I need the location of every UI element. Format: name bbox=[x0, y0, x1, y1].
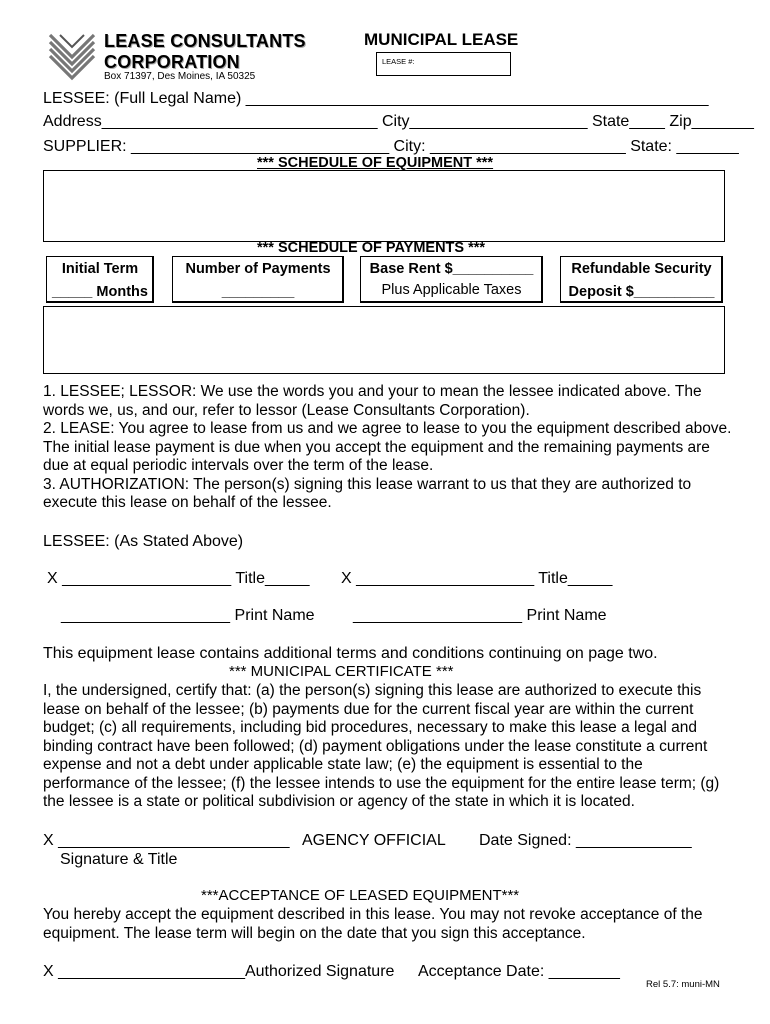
document-title: MUNICIPAL LEASE bbox=[364, 30, 519, 49]
base-rent-label: Base Rent $__________ bbox=[369, 261, 534, 277]
lease-number-label: LEASE #: bbox=[382, 57, 415, 66]
print-name-2[interactable]: ___________________ Print Name bbox=[353, 607, 607, 624]
initial-term-label: Initial Term bbox=[61, 261, 139, 277]
lease-terms bbox=[43, 383, 733, 513]
address-line[interactable]: Address_______________________________ City____________________ State____ Zip_______ bbox=[43, 113, 754, 130]
schedule-equipment-title: *** SCHEDULE OF EQUIPMENT *** bbox=[257, 155, 494, 171]
municipal-certificate-title: *** MUNICIPAL CERTIFICATE *** bbox=[229, 663, 454, 680]
base-rent-cell[interactable] bbox=[360, 256, 543, 303]
lessee-as-stated: LESSEE: (As Stated Above) bbox=[43, 533, 244, 550]
print-name-1[interactable]: ___________________ Print Name bbox=[61, 607, 315, 624]
agency-signature-line[interactable]: X __________________________ bbox=[43, 832, 290, 849]
acceptance-date-field[interactable]: Acceptance Date: ________ bbox=[418, 963, 620, 980]
deposit-cell[interactable] bbox=[560, 256, 723, 303]
payment-schedule-box[interactable] bbox=[43, 306, 725, 374]
agency-official-label: AGENCY OFFICIAL bbox=[302, 832, 446, 849]
num-payments-blank: _________ bbox=[221, 284, 295, 300]
company-address: Box 71397, Des Moines, IA 50325 bbox=[104, 71, 256, 82]
chevron-logo-icon bbox=[44, 27, 100, 83]
schedule-payments-title: *** SCHEDULE OF PAYMENTS *** bbox=[257, 240, 486, 256]
lease-number-box[interactable] bbox=[376, 52, 511, 76]
acceptance-body: You hereby accept the equipment described in this lease. You may not revoke acceptance of the equipment. The lease term will begin on the date that you sign this acceptance. bbox=[43, 906, 703, 942]
num-payments-label: Number of Payments bbox=[185, 261, 331, 277]
company-logo bbox=[44, 27, 100, 83]
lessee-name-line[interactable]: LESSEE: (Full Legal Name) ____________________________________________________ bbox=[43, 90, 709, 107]
date-signed-field[interactable]: Date Signed: _____________ bbox=[479, 832, 692, 849]
supplier-line[interactable]: SUPPLIER: _____________________________ City: ______________________ State: _______ bbox=[43, 138, 739, 155]
additional-terms-note: This equipment lease contains additional terms and conditions continuing on page two. bbox=[43, 645, 658, 662]
initial-term-cell[interactable] bbox=[46, 256, 154, 303]
release-version: Rel 5.7: muni-MN bbox=[646, 979, 720, 990]
company-name-line1: LEASE CONSULTANTS bbox=[104, 31, 306, 51]
company-name-line2: CORPORATION bbox=[104, 52, 240, 72]
term-authorization: 3. AUTHORIZATION: The person(s) signing this lease warrant to us that they are authorized to execute this lease on behalf of the lessee. bbox=[43, 475, 692, 511]
signature-title-label: Signature & Title bbox=[60, 851, 178, 868]
acceptance-title: ***ACCEPTANCE OF LEASED EQUIPMENT*** bbox=[201, 887, 520, 904]
deposit-amount: Deposit $__________ bbox=[568, 284, 715, 300]
lessee-signature-1[interactable]: X ___________________ Title_____ bbox=[47, 570, 310, 587]
base-rent-taxes: Plus Applicable Taxes bbox=[381, 282, 522, 298]
deposit-label: Refundable Security bbox=[571, 261, 712, 277]
initial-term-months: _____ Months bbox=[52, 284, 148, 300]
municipal-certificate-body: I, the undersigned, certify that: (a) the person(s) signing this lease are authorized to execute this lease on behalf of the lessee; (b) payments due for the current fiscal year are within the current budget; (c) all requirements, including bid procedures, necessary to make this lease a legal and binding contract have been followed; (d) payment obligations under the lease constitute a current expense and not a debt under applicable state law; (e) the equipment is essential to the performance of the lessee; (f) the lessee intends to use the equipment for the entire lease term; (g) the lessee is a state or political subdivision or agency of the state in which it is located. bbox=[43, 682, 720, 810]
term-lessee-lessor: 1. LESSEE; LESSOR: We use the words you and your to mean the lessee indicated above. The words we, us, and our, refer to lessor (Lease Consultants Corporation). bbox=[43, 383, 702, 419]
equipment-schedule-box[interactable] bbox=[43, 170, 725, 242]
authorized-signature-line[interactable]: X _____________________Authorized Signature bbox=[43, 963, 395, 980]
num-payments-cell[interactable] bbox=[172, 256, 344, 303]
lessee-signature-2[interactable]: X ____________________ Title_____ bbox=[341, 570, 613, 587]
term-lease: 2. LEASE: You agree to lease from us and we agree to lease to you the equipment described above. The initial lease payment is due when you accept the equipment and the remaining payments are due at equal periodic intervals over the term of the lease. bbox=[43, 420, 732, 474]
